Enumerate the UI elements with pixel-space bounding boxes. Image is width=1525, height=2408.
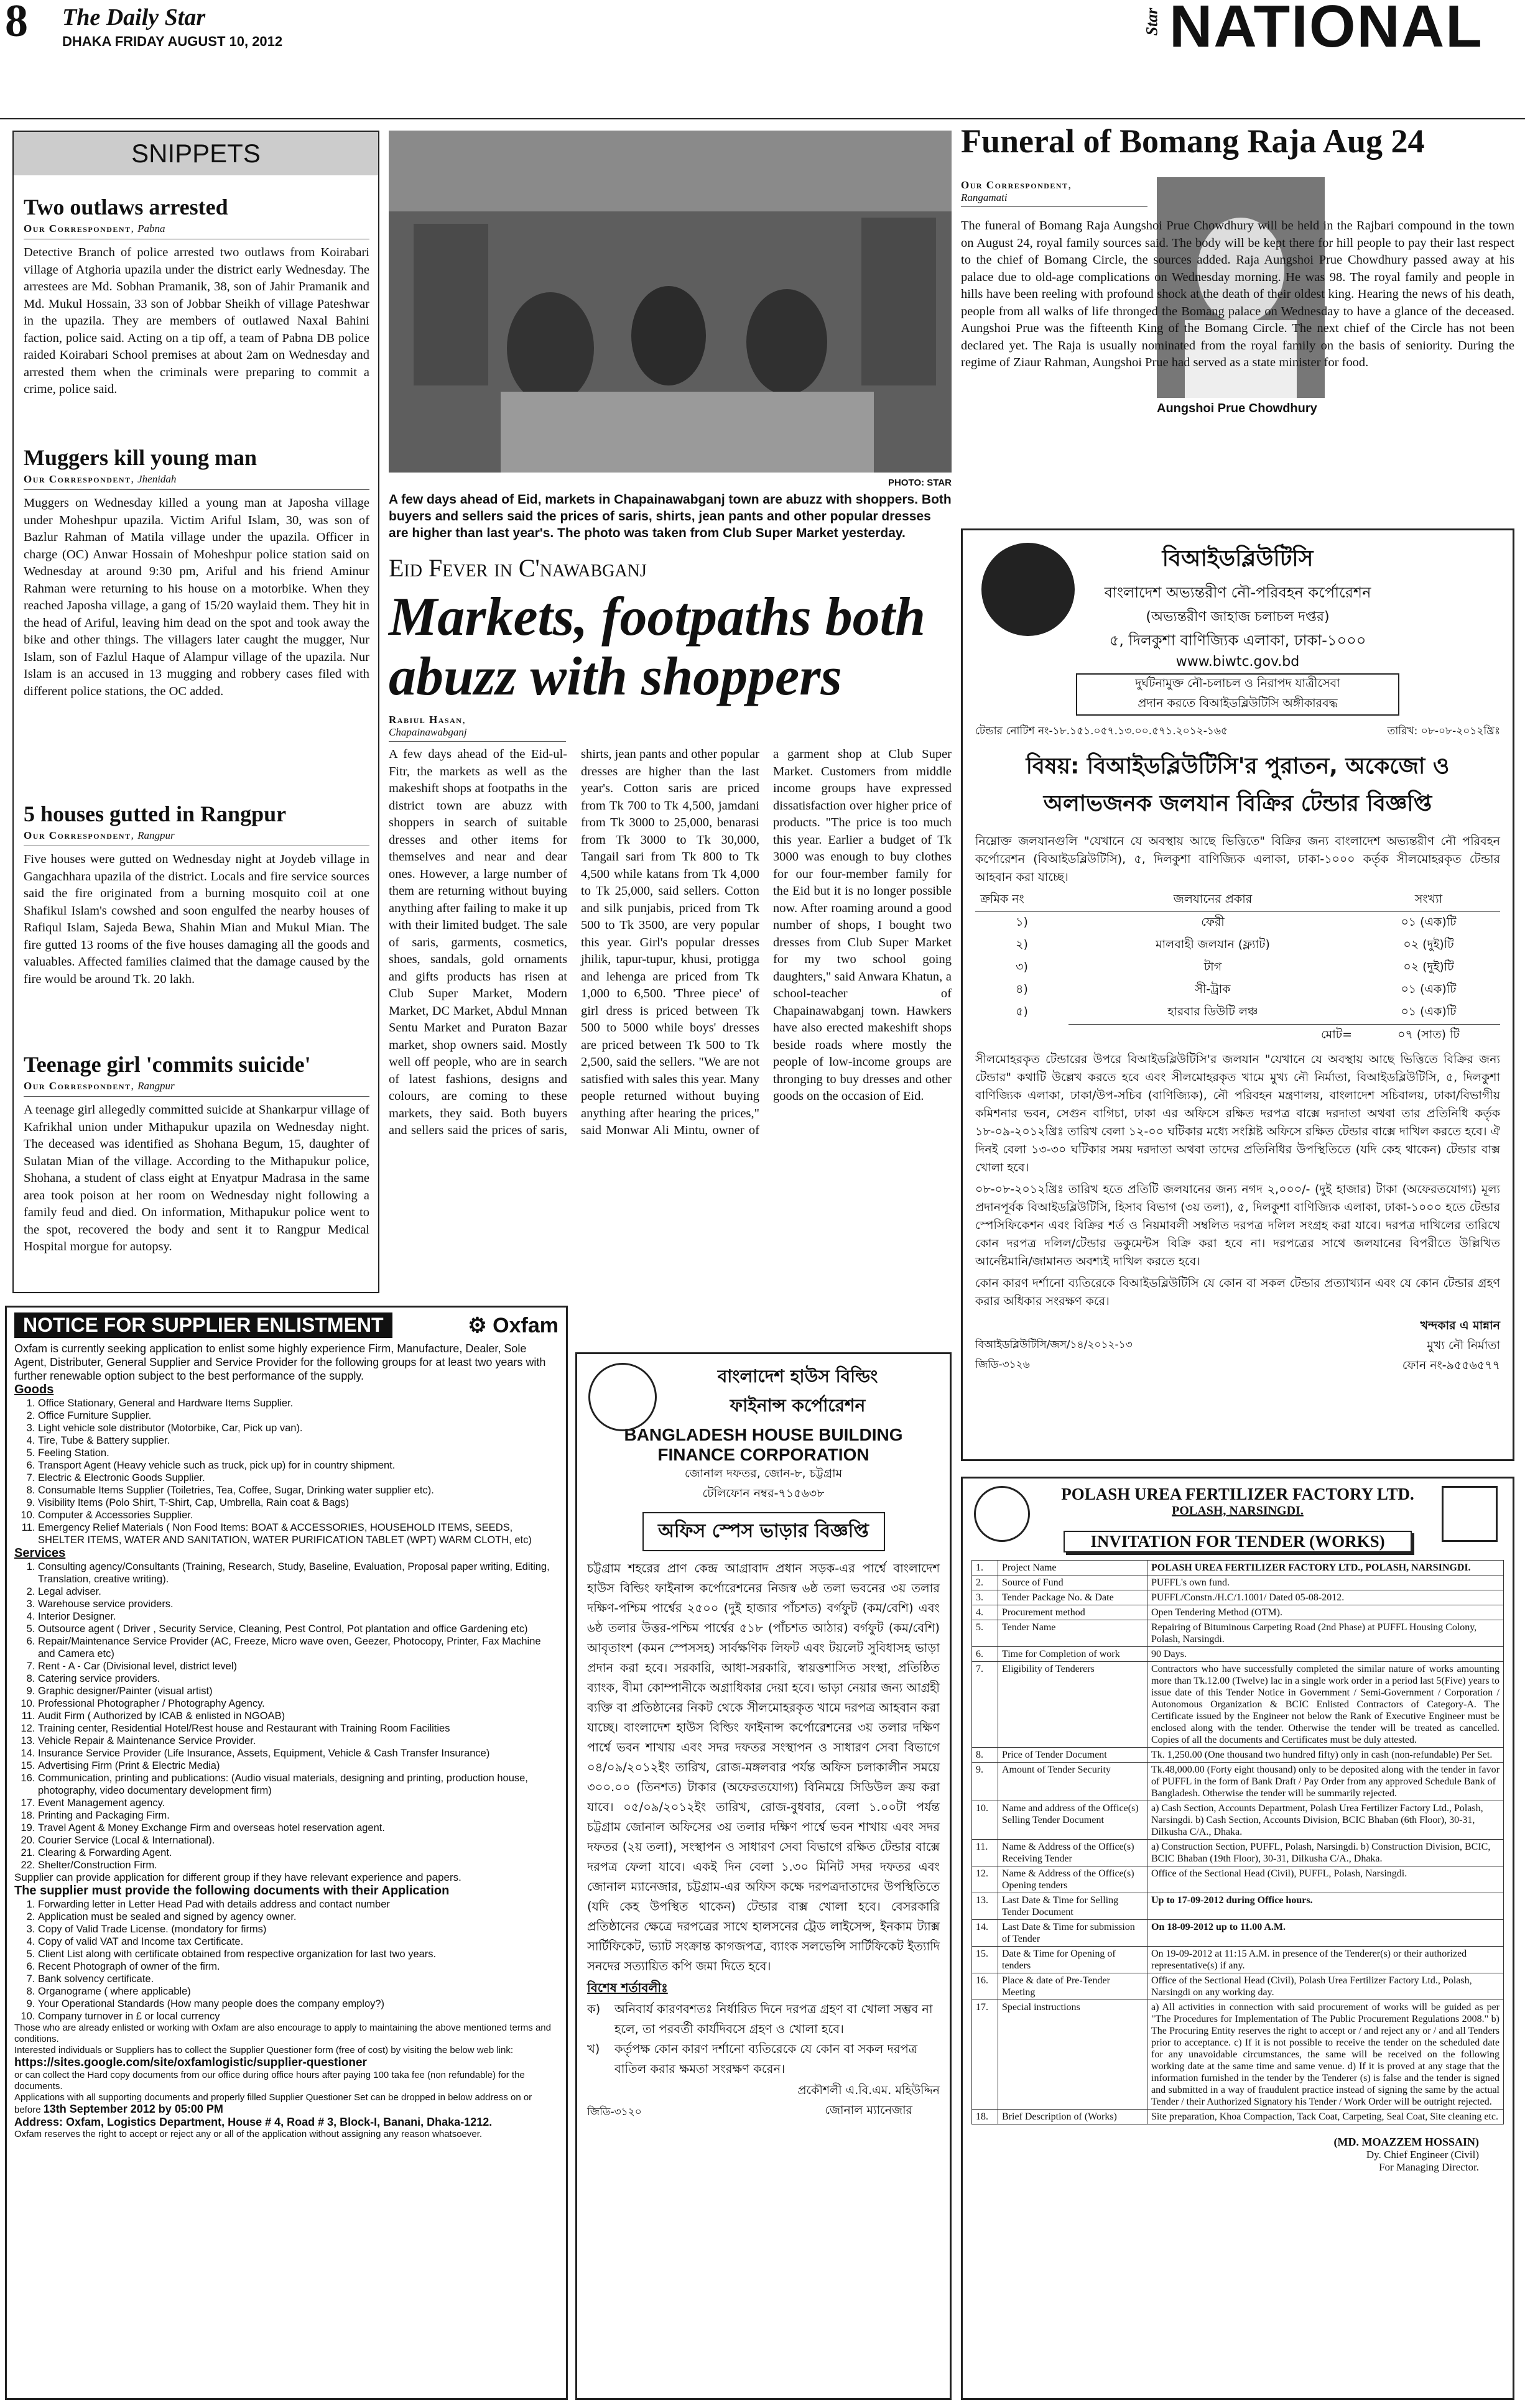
star-logo: Star bbox=[1143, 7, 1161, 36]
list-item: 9. Graphic designer/Painter (visual artist) bbox=[38, 1685, 559, 1697]
dateline: DHAKA FRIDAY AUGUST 10, 2012 bbox=[62, 34, 283, 49]
biwtc-gd-no: জিডি-৩১২৬ bbox=[975, 1359, 1030, 1371]
list-item: 6. Transport Agent (Heavy vehicle such as truck, pick up) for in country shipment. bbox=[38, 1459, 559, 1472]
total-value: ০৭ (সাত) টি bbox=[1357, 1025, 1500, 1048]
biwtc-phone: ফোন নং-৯৫৫৬৫৭৭ bbox=[1402, 1359, 1500, 1372]
goods-heading: Goods bbox=[14, 1383, 54, 1396]
services-heading: Services bbox=[14, 1546, 66, 1560]
snippet-body: Muggers on Wednesday killed a young man at Japosha village under Moheshpur upazila. Victim Ariful Islam, 30, was son of Bazlur Rahman of Matila village under the upazila. Officer in charge (OC) Anwar Hossain of Moheshpur police station said on Wednesday at around 9:30 pm, Ariful and his friend Aminur Rahman were returning to his house on a motorbike. When they reached Japosha village, a gang of 15/20 waylaid them. They hit in the head of Ariful, leaving him dead on the spot and took away the bike and other things. The villagers later caught the mugger, Nur Islam, son of Fazlul Haque of Alampur village of the upazila. Nur Islam is an accused in 13 mugging and robbery cases filed with different police stations, the OC added. bbox=[24, 496, 369, 698]
snippet-body: Five houses were gutted on Wednesday night at Joydeb village in Gangachhara upazila of the district. Locals and fire service sources said the fire originated from a burning mosquito coil at one Shafikul Islam's cowshed and soon engulfed the nearby houses of Rafiqul Islam, Sajeda Bewa, Shahin Mian and Mukul Mian. The fire gutted 13 rooms of the five houses damaging all the goods and valuables. Affected families claimed that the damage caused by the fire would be around Tk. 20 lakh. bbox=[24, 852, 369, 986]
list-item: 5. Client List along with certificate obtained from respective organization for last two years. bbox=[38, 1948, 559, 1960]
list-item: 8. Catering service providers. bbox=[38, 1672, 559, 1685]
table-row: ১) ফেরী ০১ (এক)টি bbox=[1016, 915, 1457, 929]
questioner-link[interactable]: https://sites.google.com/site/oxfamlogistic/supplier-questioner bbox=[14, 2056, 367, 2069]
photo-credit: PHOTO: STAR bbox=[888, 477, 952, 488]
snippet-headline: Two outlaws arrested bbox=[24, 195, 228, 219]
polash-tender-ad bbox=[961, 1477, 1514, 2400]
oxfam-title: NOTICE FOR SUPPLIER ENLISTMENT bbox=[14, 1312, 392, 1338]
polash-signatory-title-1: Dy. Chief Engineer (Civil) bbox=[1366, 2149, 1479, 2161]
polash-signatory-title-2: For Managing Director. bbox=[1379, 2161, 1479, 2173]
snippet-byline: Our Correspondent, Jhenidah bbox=[24, 473, 369, 490]
table-row: 8. Price of Tender Document Tk. 1,250.00 (One thousand two hundred fifty) only in cash (non-refundable) Per Set. bbox=[972, 1748, 1504, 1763]
biwtc-tender-ad bbox=[961, 528, 1514, 1461]
biwtc-address: ৫, দিলকুশা বাণিজ্যিক এলাকা, ঢাকা-১০০০ bbox=[1109, 632, 1366, 649]
list-item: 9. Your Operational Standards (How many people does the company employ?) bbox=[38, 1998, 559, 2010]
list-item: 7. Rent - A - Car (Divisional level, district level) bbox=[38, 1660, 559, 1672]
list-item: 12. Training center, Residential Hotel/Rest house and Restaurant with Training Room Facilities bbox=[38, 1722, 559, 1735]
total-label: মোট= bbox=[1068, 1025, 1357, 1048]
section-title: NATIONAL bbox=[1169, 0, 1483, 60]
list-item: 1. Office Stationary, General and Hardware Items Supplier. bbox=[38, 1397, 559, 1409]
list-item: 7. Bank solvency certificate. bbox=[38, 1973, 559, 1985]
bhbfc-name-bn-2: ফাইনান্স কর্পোরেশন bbox=[730, 1395, 866, 1416]
docs-list bbox=[14, 1898, 559, 2023]
oxfam-footer-3: or can collect the Hard copy documents from our office during office hours after paying 100 taka fee (non refundable) for the documents. bbox=[14, 2070, 525, 2092]
snippet-byline: Our Correspondent, Rangpur bbox=[24, 1080, 369, 1097]
list-item: 11. Emergency Relief Materials ( Non Food Items: BOAT & ACCESSORIES, HOUSEHOLD ITEMS, SEEDS, SHELTER ITEMS, WATER AND SANITATION, WATER PURIFICATION TABLET (WPT) WARM CLOTH, etc) bbox=[38, 1521, 559, 1546]
bhbfc-signatory: প্রকৌশলী এ.বি.এম. মহিউদ্দিন bbox=[797, 2083, 940, 2097]
oxfam-brand: ⚙ Oxfam bbox=[468, 1313, 559, 1337]
list-item: 4. Interior Designer. bbox=[38, 1610, 559, 1623]
list-item: 2. Application must be sealed and signed by agency owner. bbox=[38, 1911, 559, 1923]
bhbfc-body: চট্টগ্রাম শহরের প্রাণ কেন্দ্র আগ্রাবাদ প্রধান সড়ক-এর পার্শ্বে বাংলাদেশ হাউস বিল্ডিং ফাইনান্স কর্পোরেশনের নিজস্ব ৬ষ্ঠ তলা ভবনের ৩য় তলার দক্ষিণ-পশ্চিম পার্শ্বের ২৫০০ (দুই হাজার পাঁচশত) বর্গফুট (কম/বেশি) এবং ৬ষ্ঠ তলার উত্তর-পশ্চিম পার্শ্বের ৫১৮ (পাঁচশত আঠার) বর্গফুট (কম/বেশি) আবৃতাংশ (কমন স্পেসসহ) সার্বক্ষণিক লিফট এবং টয়লেট সুবিধাসহ ভাড়া প্রদান করা হবে। সরকারি, আধা-সরকারি, স্বায়ত্তশাসিত সংস্থা, প্রতিষ্ঠিত ব্যাংক, বীমা কোম্পানীকে অগ্রাধিকার দেয়া হবে। ভাড়া নেয়ার জন্য আগ্রহী ব্যক্তি বা প্রতিষ্ঠানের নিকট থেকে সীলমোহরকৃত খামে দরপত্র আহবান করা যাচ্ছে। বাংলাদেশ হাউস বিল্ডিং ফাইনান্স কর্পোরেশনের ৩য় তলার দক্ষিণ পার্শ্বে ভবন শাখায় এবং সদর দফতর সংস্থাপন ও সাধারণ সেবা বিভাগে ০৪/০৯/২০১২ইং তারিখ, রোজ-মঙ্গলবার পর্যন্ত অফিস চলাকালীন সময়ে ৩০০.০০ (তিনশত) টাকার (অফেরতযোগ্য) বিনিময়ে সিডিউল ক্রয় করা যাবে। ০৫/০৯/২০১২ইং তারিখ, রোজ-বুধবার, বেলা ১.০০টা পর্যন্ত চট্টগ্রাম জোনাল অফিসের ৩য় তলার দক্ষিণ পার্শ্বে ভবন শাখায় এবং সদর দফতর (২য় তলা), সংস্থাপন ও সাধারণ সেবা বিভাগে রক্ষিত টেন্ডার বাক্সে দরপত্র ফেলা যাবে। একই দিন বেলা ১.৩০ মিনিট সদর দফতর এবং জোনাল ম্যানেজার, চট্টগ্রাম-এর অফিস কক্ষে দরপত্রদাতাদের উপস্থিতিতে (যদি কেহ উপস্থিত থাকেন) টেন্ডার বাক্স খোলা হবে। বেসরকারি প্রতিষ্ঠানের ক্ষেত্রে দরপত্রের সাথে হালসনের ট্রেড লাইসেন্স, ইনকাম ট্যাক্স সার্টিফিকেট, ভ্যাট সংক্রান্ত কাগজপত্র, ব্যাংক সলভেন্সি সার্টিফিকেট ইত্যাদি সনদের সত্যায়িত কপি জমা দিতে হবে। bbox=[587, 1561, 940, 1973]
list-item: 9. Visibility Items (Polo Shirt, T-Shirt, Cap, Umbrella, Rain coat & Bags) bbox=[38, 1497, 559, 1509]
funeral-headline: Funeral of Bomang Raja Aug 24 bbox=[961, 122, 1425, 160]
biwtc-org-sub: (অভ্যন্তরীণ জাহাজ চলাচল দপ্তর) bbox=[1146, 609, 1330, 625]
masthead bbox=[0, 0, 1525, 65]
story-byline: Rabiul Hasan, Chapainawabganj bbox=[389, 714, 566, 742]
bhbfc-name-en-1: BANGLADESH HOUSE BUILDING bbox=[624, 1425, 903, 1444]
biwtc-ref: বিআইডব্লিউটিসি/জস/১৪/২০১২-১৩ bbox=[975, 1339, 1133, 1351]
list-item: 1. Forwarding letter in Letter Head Pad with details address and contact number bbox=[38, 1898, 559, 1911]
list-item: 16. Communication, printing and publications: (Audio visual materials, designing and printing, production house, photography, video documentary development firm) bbox=[38, 1772, 559, 1797]
table-row: ৪) সী-ট্রাক ০১ (এক)টি bbox=[1016, 982, 1457, 996]
list-item: 4. Tire, Tube & Battery supplier. bbox=[38, 1434, 559, 1447]
list-item: 3. Light vehicle sole distributor (Motorbike, Car, Pick up van). bbox=[38, 1422, 559, 1434]
snippets-column bbox=[12, 131, 379, 1293]
list-item: 17. Event Management agency. bbox=[38, 1797, 559, 1809]
table-row: ২) মালবাহী জলযান (ফ্ল্যাট) ০২ (দুই)টি bbox=[1016, 938, 1454, 951]
bhbfc-logo-icon bbox=[588, 1363, 657, 1431]
biwtc-subject-1: বিষয়: বিআইডব্লিউটিসি'র পুরাতন, অকেজো ও bbox=[1026, 754, 1450, 779]
polash-signatory: (MD. MOAZZEM HOSSAIN) bbox=[1333, 2136, 1479, 2148]
biwtc-intro: নিম্নোক্ত জলযানগুলি "যেখানে যে অবস্থায় আছে ভিত্তিতে" বিক্রির জন্য বাংলাদেশ অভ্যন্তরীণ নৌ পরিবহন কর্পোরেশন (বিআইডব্লিউটিসি), ৫, দিলকুশা বাণিজ্যিক এলাকা, ঢাকা-১০০০ কর্তৃক সীলমোহরকৃত টেন্ডার আহবান করা যাচ্ছে। bbox=[975, 834, 1500, 884]
table-row: 15. Date & Time for Opening of tenders On 19-09-2012 at 11:15 A.M. in presence of the Tenderer(s) or their authorized representative(s) if any. bbox=[972, 1947, 1504, 1973]
bhbfc-office: জোনাল দফতর, জোন-৮, চট্টগ্রাম bbox=[684, 1467, 843, 1480]
list-item: 11. Audit Firm ( Authorized by ICAB & enlisted in NGOAB) bbox=[38, 1710, 559, 1722]
list-item: 10. Company turnover in £ or local currency bbox=[38, 2010, 559, 2023]
list-item: 8. Consumable Items Supplier (Toiletries, Tea, Coffee, Sugar, Drinking water supplier etc). bbox=[38, 1484, 559, 1497]
snippet-byline: Our Correspondent, Pabna bbox=[24, 223, 369, 239]
story-kicker: Eid Fever in C'nawabganj bbox=[389, 554, 647, 582]
snippet-body: Detective Branch of police arrested two outlaws from Koirabari village of Atghoria upazila under the district early Wednesday. The arrestees are Md. Sobhan Pramanik, 38, son of Jahir Pramanik and Md. Mukul Hossain, 33 son of Jobbar Sheikh of village Pateshwar in the upazila. They are members of outlawed Naxal Bahini faction, police said. Acting on a tip off, a team of Pabna DB police raided Koirabari School premises at about 2am on Wednesday and arrested them when the criminals were preparing to commit a crime, police said. bbox=[24, 246, 369, 396]
biwtc-website[interactable]: www.biwtc.gov.bd bbox=[1175, 654, 1300, 670]
table-row: 1. Project Name POLASH UREA FERTILIZER FACTORY LTD., POLASH, NARSINGDI. bbox=[972, 1561, 1504, 1575]
paper-name: The Daily Star bbox=[62, 4, 206, 30]
snippet-body: A teenage girl allegedly committed suicide at Shankarpur village of Kafrikhal union under Mithapukur upazila on Wednesday night. The deceased was identified as Shohana Begum, 15, daughter of Sulatan Mian of the village. According to the Mithapukur police, Shohana, a student of class eight at Enyatpur Madrasa in the same area took poison at her room on Wednesday night following a family feud and died. On information, Mithapukur police went to the spot, recovered the body and sent it to Rangpur Medical Hospital morgue for autopsy. bbox=[24, 1103, 369, 1253]
bhbfc-title: অফিস স্পেস ভাড়ার বিজ্ঞপ্তি bbox=[642, 1512, 885, 1551]
list-item: 15. Advertising Firm (Print & Electric Media) bbox=[38, 1760, 559, 1772]
bhbfc-name-en-2: FINANCE CORPORATION bbox=[657, 1445, 869, 1464]
list-item: 5. Feeling Station. bbox=[38, 1447, 559, 1459]
oxfam-note: Supplier can provide application for different group if they have relevant experience and papers. bbox=[14, 1871, 461, 1883]
table-row: ৩) টাগ ০২ (দুই)টি bbox=[1016, 960, 1454, 974]
table-row: 17. Special instructions a) All activities in connection with said procurement of works will be guided as per "The Procedures for Implementation of The Public Procurement Regulations 2008." b) The Procuring Entity reserves the right to accept or / and reject any or / and all Tenders prior to acceptance. c) If it is not possible to receive the tender on the scheduled date for any unavoidable circumstances, the same will be received on the following working date at the same time and same venue. d) If it is proved at any stage that the information furnished in the tender by the Tenderer (s) is false and the tender is signed and submitted in a way of fraudulent practice instead of signing the same by the actual Tender / their Authorized Signatory his Tender / Work Order will be outright rejected. bbox=[972, 2000, 1504, 2110]
table-row: 9. Amount of Tender Security Tk.48,000.00 (Forty eight thousand) only to be deposited along with the tender in favor of PUFFL in the form of Bank Draft / Pay Order from any approved Schedule Bank of Bangladesh. Otherwise the tender will be summarily rejected. bbox=[972, 1763, 1504, 1801]
biwtc-signatory-title: মুখ্য নৌ নির্মাতা bbox=[1427, 1339, 1500, 1352]
list-item: 6. Recent Photograph of owner of the firm. bbox=[38, 1960, 559, 1973]
table-row: 18. Brief Description of (Works) Site preparation, Khoa Compaction, Tack Coat, Carpeting, Seal Coat, Site cleaning etc. bbox=[972, 2110, 1504, 2124]
funeral-byline: Our Correspondent, Rangamati bbox=[961, 179, 1147, 207]
table-row: 7. Eligibility of Tenderers Contractors who have successfully completed the similar nature of works amounting more than Tk.12.00 (Twelve) lac in a single work order in a period last 5(Five) years to issue date of this Tender Notice in Government / Semi-Government / Corporation / Autonomous Organization & BCIC Enlisted Contractors of Category-A. The Certificate issued by the Engineer not below the Rank of Executive Engineer must be enclosed along with the tender. Otherwise the tender will be treated as cancelled. Copies of all the documents and Certificates must be duly attested. bbox=[972, 1662, 1504, 1748]
biwtc-para-3: কোন কারণ দর্শানো ব্যতিরেকে বিআইডব্লিউটিসি যে কোন বা সকল টেন্ডার প্রত্যাখ্যান এবং যে কোন টেন্ডার গ্রহণ করার অধিকার সংরক্ষণ করে। bbox=[975, 1276, 1500, 1308]
story-headline: Markets, footpaths both abuzz with shoppers bbox=[389, 587, 926, 707]
biwtc-vessel-table: ক্রমিক নং জলযানের প্রকার সংখ্যা ১) ফেরী ০১ (এক)টি ২) মালবাহী জলযান (ফ্ল্যাট) ০২ (দুই)টি ৩) টাগ ০২ (দুই)টি ৪) সী-ট্রাক ০১ (এক)টি ৫) হারবার ডিউটি লঞ্চ ০১ (এক)টি মোট= ০৭ (সাত) টি bbox=[975, 889, 1500, 1047]
polash-title: INVITATION FOR TENDER (WORKS) bbox=[1064, 1531, 1412, 1552]
biwtc-notice-no: টেন্ডার নোটিশ নং-১৮.১৫১.০৫৭.১৩.০০.৫৭১.২০১২-১৬৫ bbox=[975, 725, 1228, 737]
eid-market-photo bbox=[389, 131, 952, 473]
biwtc-para-1: সীলমোহরকৃত টেন্ডারের উপরে বিআইডব্লিউটিসি'র জলযান "যেখানে যে অবস্থায় আছে ভিত্তিতে বিক্রির জন্য টেন্ডার" কথাটি উল্লেখ করতে হবে এবং সীলমোহরকৃত খামে মুখ্য নৌ নির্মাতা, বিআইডব্লিউটিসি, ৫, দিলকুশা বাণিজ্যিক এলাকা, ঢাকা/উপ-সচিব (বাণিজ্যিক), নৌ পরিবহন মন্ত্রণালয়, বাংলাদেশ সচিবালয়, ঢাকা/বিভাগীয় কমিশনার ভবন, সেগুন বাগিচা, ঢাকা এর অফিসে রক্ষিত দরপত্র বাক্সে দরদাতা অথবা তার প্রতিনিধি কর্তৃক ১৮-০৯-২০১২খ্রিঃ তারিখ বেলা ১২-০০ ঘটিকার মধ্যে সংশ্লিষ্ট অফিসে রক্ষিত টেন্ডার বাক্সে দাখিল করতে হবে। ঐ দিনই বেলা ১৩-৩০ ঘটিকার সময় দরদাতা অথবা তাদের প্রতিনিধির উপস্থিতিতে (যদি কেহ থাকেন) টেন্ডার বাক্স খোলা হবে। bbox=[975, 1053, 1500, 1174]
oxfam-reserve: Oxfam reserves the right to accept or reject any or all of the application without assigning any reason whatsoever. bbox=[14, 2129, 483, 2139]
snippets-title: SNIPPETS bbox=[14, 132, 378, 175]
oxfam-address: Address: Oxfam, Logistics Department, House # 4, Road # 3, Block-I, Banani, Dhaka-1212. bbox=[14, 2116, 493, 2128]
photo-placeholder-icon bbox=[389, 131, 952, 473]
oxfam-footer-1: Those who are already enlisted or working with Oxfam are also encourage to apply to maintaining the above mentioned terms and conditions. bbox=[14, 2023, 551, 2044]
story-body: A few days ahead of the Eid-ul-Fitr, the markets as well as the makeshift shops at footpaths in the district town are abuzz with shoppers in search of suitable dresses and other items for themselves and near and dear ones. However, a large number of them are returning without buying anything after failing to make it up with their limited budget. The sale of saris, garments, cosmetics, shoes, sandals, gold ornaments and gifts products has risen at Club Super Market, Modern Market, DC Market, Abdul Mnnan Sentu Market and Puraton Bazar market, shop owners said. Mostly well off people, who are in search of latest fashions, designs and colours, are coming to these markets, they said. Both buyers and sellers said the prices of saris, shirts, jean pants and other popular dresses are higher than the last year's. Cotton saris are priced from Tk 700 to Tk 4,500, jamdani from Tk 3000 to 25,000, benarasi from Tk 3000 to Tk 30,000, Tangail sari from Tk 800 to Tk 4,500 while katans from Tk 4,000 to Tk 25,000, said sellers. Cotton and silk punjabis, priced from Tk 500 to Tk 3500, are very popular this year. Girl's popular dresses jhilik, tapur-tupur, khusi, protigga and lehenga are priced from Tk 1,000 to 6,500. 'Three piece' of girl dress is priced between Tk 500 to 5000 while boys' dresses are priced between Tk 500 to Tk 2,500, said the sellers. "We are not satisfied with sales this year. Many people returned without buying anything after hearing the prices," said Monwar Ali Mintu, owner of a garment shop at Club Super Market. Customers from middle income groups have expressed dissatisfaction over higher price of products. "The price is too much this year. Earlier a budget of Tk 3000 was enough to buy clothes for our four-member family for the Eid but it is no longer possible now. After roaming around a good number of shops, I bought two dresses from Club Super Market for my two school going daughters," said Anwara Khatun, a school-teacher of Chapainawabganj town. Hawkers have also erected makeshift shops beside roads where mostly the people of low-income groups are thronging to buy dresses and other goods on the occasion of Eid. bbox=[389, 747, 952, 1137]
table-row: ৫) হারবার ডিউটি লঞ্চ ০১ (এক)টি bbox=[1016, 1005, 1457, 1018]
list-item: 13. Vehicle Repair & Maintenance Service Provider. bbox=[38, 1735, 559, 1747]
list-item: ক) অনিবার্য কারণবশতঃ নির্ধারিত দিনে দরপত্র গ্রহণ বা খোলা সম্ভব না হলে, তা পরবর্তী কার্যদিবসে গ্রহণ ও খোলা হবে। bbox=[587, 2002, 933, 2036]
biwtc-signatory-name: খন্দকার এ মান্নান bbox=[1420, 1319, 1500, 1332]
table-row: 3. Tender Package No. & Date PUFFL/Constn./H.C/1.1001/ Dated 05-08-2012. bbox=[972, 1590, 1504, 1605]
list-item: 5. Outsource agent ( Driver , Security Service, Cleaning, Pest Control, Pot plantation and office Gardening etc) bbox=[38, 1623, 559, 1635]
oxfam-enlistment-ad bbox=[5, 1306, 568, 2400]
table-row: 13. Last Date & Time for Selling Tender Document Up to 17-09-2012 during Office hours. bbox=[972, 1893, 1504, 1920]
bhbfc-name-bn-1: বাংলাদেশ হাউস বিল্ডিং bbox=[717, 1366, 878, 1386]
biwtc-logo-icon bbox=[981, 543, 1075, 636]
table-row: 14. Last Date & Time for submission of Tender On 18-09-2012 up to 11.00 A.M. bbox=[972, 1920, 1504, 1947]
list-item: 4. Copy of valid VAT and Income tax Certificate. bbox=[38, 1935, 559, 1948]
table-row: 4. Procurement method Open Tendering Method (OTM). bbox=[972, 1605, 1504, 1620]
table-row: 11. Name & Address of the Office(s) Receiving Tender a) Construction Section, PUFFL, Polash, Narsingdi. b) Construction Division, BCIC, BCIC Bhaban (19th Floor), 30-31, Dilkusha C/A., Dhaka. bbox=[972, 1840, 1504, 1866]
table-row: 6. Time for Completion of work 90 Days. bbox=[972, 1647, 1504, 1662]
table-row: 10. Name and address of the Office(s) Selling Tender Document a) Cash Section, Accounts Department, Polash Urea Fertilizer Factory Ltd., Polash, Narsingdi. b) Cash Section, Accounts Division, BCIC Bhaban (6th Floor), 30-31, Dilkusha C/A., Dhaka. bbox=[972, 1801, 1504, 1840]
table-row: 16. Place & date of Pre-Tender Meeting Office of the Sectional Head (Civil), Polash Urea Fertilizer Factory Ltd., Polash, Narsingdi on any working day. bbox=[972, 1973, 1504, 2000]
snippet-headline: Muggers kill young man bbox=[24, 445, 257, 470]
table-row: 12. Name & Address of the Office(s) Opening tenders Office of the Sectional Head (Civil), PUFFL, Polash, Narsingdi. bbox=[972, 1866, 1504, 1893]
goods-list bbox=[14, 1397, 559, 1546]
bcic-logo-icon bbox=[974, 1486, 1030, 1542]
list-item: 10. Computer & Accessories Supplier. bbox=[38, 1509, 559, 1521]
list-item: 20. Courier Service (Local & International). bbox=[38, 1834, 559, 1847]
photo-caption: A few days ahead of Eid, markets in Chapainawabganj town are abuzz with shoppers. Both buyers and sellers said the prices of saris, shirts, jean pants and other popular dresses are higher than last year's. The photo was taken from Club Super Market yesterday. bbox=[389, 492, 952, 540]
list-item: 10. Professional Photographer / Photography Agency. bbox=[38, 1697, 559, 1710]
bhbfc-gd-no: জিডি-৩১২০ bbox=[587, 2106, 642, 2118]
list-item: 2. Office Furniture Supplier. bbox=[38, 1409, 559, 1422]
list-item: 6. Repair/Maintenance Service Provider (AC, Freeze, Micro wave oven, Geezer, Photocopy, Printer, Fax Machine and Camera etc) bbox=[38, 1635, 559, 1660]
list-item: 1. Consulting agency/Consultants (Training, Research, Study, Baseline, Evaluation, Proposal paper writing, Editing, Translation, creative writing). bbox=[38, 1561, 559, 1585]
biwtc-org-short: বিআইডব্লিউটিসি bbox=[1162, 546, 1314, 571]
puffl-logo-icon bbox=[1442, 1486, 1498, 1542]
bhbfc-signatory-title: জোনাল ম্যানেজার bbox=[825, 2103, 913, 2117]
list-item: 19. Travel Agent & Money Exchange Firm and overseas hotel reservation agent. bbox=[38, 1822, 559, 1834]
oxfam-footer-4: Applications with all supporting documents and properly filled Supplier Questioner Set can be dropped in below address on or before 13th September 2012 by 05:00 PM bbox=[14, 2092, 532, 2115]
portrait-caption: Aungshoi Prue Chowdhury bbox=[1157, 402, 1317, 415]
list-item: 2. Legal adviser. bbox=[38, 1585, 559, 1598]
list-item: 3. Copy of Valid Trade License. (mondatory for firms) bbox=[38, 1923, 559, 1935]
list-item: 18. Printing and Packaging Firm. bbox=[38, 1809, 559, 1822]
oxfam-logo-icon: ⚙ bbox=[468, 1313, 493, 1337]
services-list bbox=[14, 1561, 559, 1871]
biwtc-slogan-box: দুর্ঘটনামুক্ত নৌ-চলাচল ও নিরাপদ যাত্রীসেবা প্রদান করতে বিআইডব্লিউটিসি অঙ্গীকারবদ্ধ bbox=[1076, 673, 1399, 716]
biwtc-date: তারিখ: ০৮-০৮-২০১২খ্রিঃ bbox=[1387, 725, 1500, 737]
polash-location: POLASH, NARSINGDI. bbox=[1172, 1504, 1304, 1518]
bhbfc-rent-ad bbox=[575, 1352, 952, 2400]
table-row: 5. Tender Name Repairing of Bituminous Carpeting Road (2nd Phase) at PUFFL Housing Colony, Polash, Narsingdi. bbox=[972, 1620, 1504, 1647]
funeral-body: The funeral of Bomang Raja Aungshoi Prue Chowdhury will be held in the Rajbari compound in the town on August 24, royal family sources said. The body will be kept there for hill people to pay their last respect to the chief of Bomang Circle, the sources added. Raja Aungshoi Prue Chowdhury passed away at his palace due to old-age complications on Wednesday morning. He was 98. The royal family and people in hills have been reeling with profound shock at the death of their oldest king. Hearing the news of his death, people from all walks of life thronged the Bomang palace on Wednesday to have a glance of the deceased. Aungshoi Prue was the fifteenth King of the Bomang Circle. The next chief of the Circle has not been declared yet. The Raja is usually nominated from the royal family on the basis of seniority. During the regime of Ziaur Rahman, Aungshoi Prue had served as a state minister for food. bbox=[961, 219, 1514, 369]
snippet-headline: Teenage girl 'commits suicide' bbox=[24, 1052, 311, 1077]
bhbfc-phone: টেলিফোন নম্বর-৭১৫৬৩৮ bbox=[702, 1487, 825, 1500]
list-item: 14. Insurance Service Provider (Life Insurance, Assets, Equipment, Vehicle & Cash Transfer Insurance) bbox=[38, 1747, 559, 1760]
list-item: 21. Clearing & Forwarding Agent. bbox=[38, 1847, 559, 1859]
docs-heading: The supplier must provide the following documents with their Application bbox=[14, 1884, 450, 1898]
table-row: 2. Source of Fund PUFFL's own fund. bbox=[972, 1575, 1504, 1590]
oxfam-intro: Oxfam is currently seeking application to enlist some highly experience Firm, Manufacture, Dealer, Sole Agent, Distributer, General Supplier and Service Provider for the following groups for at least two years with further renewable option subject to the best performance of the supply. bbox=[14, 1342, 546, 1382]
snippet-headline: 5 houses gutted in Rangpur bbox=[24, 801, 287, 826]
list-item: খ) কর্তৃপক্ষ কোন কারণ দর্শানো ব্যতিরেকে যে কোন বা সকল দরপত্র বাতিল করার ক্ষমতা সংরক্ষণ করেন। bbox=[587, 2042, 918, 2076]
biwtc-subject-2: অলাভজনক জলযান বিক্রির টেন্ডার বিজ্ঞপ্তি bbox=[1043, 791, 1432, 816]
bhbfc-conditions-heading: বিশেষ শর্তাবলীঃ bbox=[587, 1980, 668, 1995]
page-number: 8 bbox=[5, 0, 28, 47]
list-item: 8. Organograme ( where applicable) bbox=[38, 1985, 559, 1998]
oxfam-footer-2: Interested individuals or Suppliers has to collect the Supplier Questioner form (free of cost) by visiting the below web link: bbox=[14, 2045, 514, 2055]
snippet-byline: Our Correspondent, Rangpur bbox=[24, 829, 369, 846]
oxfam-deadline: 13th September 2012 by 05:00 PM bbox=[43, 2103, 223, 2115]
biwtc-para-2: ০৮-০৮-২০১২খ্রিঃ তারিখ হতে প্রতিটি জলযানের জন্য নগদ ২,০০০/- (দুই হাজার) টাকা (অফেরতযোগ্য) মূল্য প্রদানপূর্বক বিআইডব্লিউটিসি, হিসাব বিভাগ (৩য় তলা), ৫, দিলকুশা বাণিজ্যিক এলাকা, ঢাকা-১০০০ হতে টেন্ডার স্পেসিফিকেশন এবং বিক্রির শর্ত ও নিয়মাবলী সম্বলিত দরপত্র দলিল সংগ্রহ করা যাবে। দরপত্র দাখিলের তারিখে কোন দরপত্র দলিল/টেন্ডার ডকুমেন্টস বিক্রি করা হবে না। দরপত্রের সাথে জলযানের বিপরীতে উল্লিখিত আর্নেষ্টমানি/জামানত অবশ্যই দাখিল করতে হবে। bbox=[975, 1183, 1500, 1268]
masthead-rule bbox=[0, 118, 1525, 119]
list-item: 7. Electric & Electronic Goods Supplier. bbox=[38, 1472, 559, 1484]
polash-tender-table bbox=[971, 1560, 1504, 2124]
list-item: 3. Warehouse service providers. bbox=[38, 1598, 559, 1610]
polash-company: POLASH UREA FERTILIZER FACTORY LTD. bbox=[1061, 1485, 1414, 1503]
list-item: 22. Shelter/Construction Firm. bbox=[38, 1859, 559, 1871]
biwtc-org-full: বাংলাদেশ অভ্যন্তরীণ নৌ-পরিবহন কর্পোরেশন bbox=[1104, 584, 1371, 601]
